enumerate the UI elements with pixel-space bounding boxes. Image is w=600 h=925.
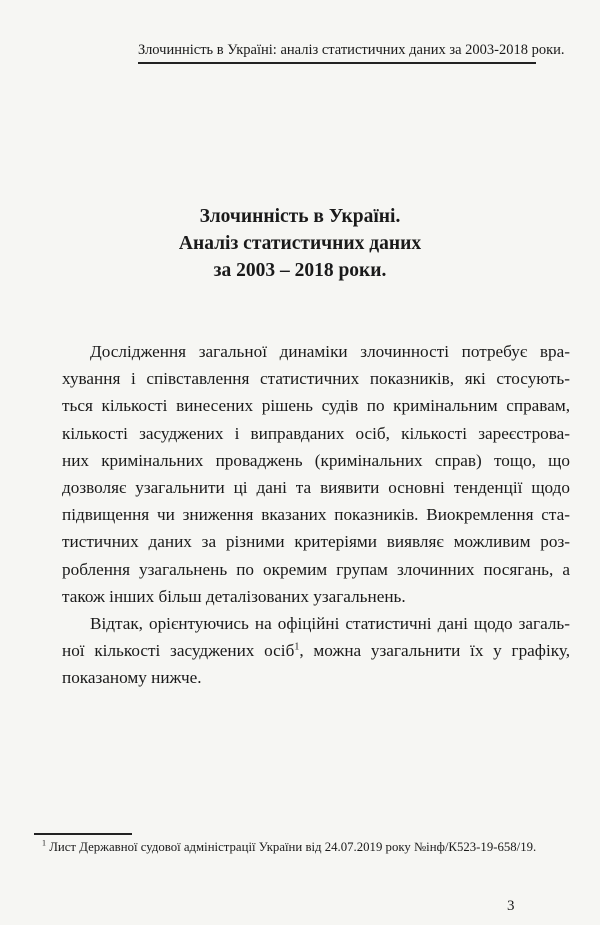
text-line: дозволяє узагальнити ці дані та виявити основні тенденції щодо <box>62 478 570 498</box>
page-number: 3 <box>507 898 515 914</box>
footnote-mark: 1 <box>42 838 46 848</box>
running-header: Злочинність в Україні: аналіз статистичних даних за 2003-2018 роки. <box>138 42 565 58</box>
text-line: роблення узагальнень по окремим групам злочинних посягань, а <box>62 559 570 579</box>
footnote <box>42 840 536 855</box>
text-fragment: , можна узагальнити їх у графіку, <box>299 641 570 661</box>
text-line: Дослідження загальної динаміки злочинності потребує вра- <box>90 342 570 361</box>
text-line: кількості засуджених і виправданих осіб, кількості зареєстрова- <box>62 423 570 443</box>
text-line: них кримінальних проваджень (кримінальних справ) тощо, що <box>62 450 570 470</box>
title-line: Аналіз статистичних даних <box>178 233 422 254</box>
text-fragment: ної кількості засуджених осіб <box>62 641 295 661</box>
text-line: ться кількості винесених рішень судів по кримінальним справам, <box>62 396 570 416</box>
text-line: підвищення чи зниження вказаних показників. Виокремлення ста- <box>62 505 570 525</box>
header-rule <box>138 62 536 64</box>
body-text <box>62 338 570 692</box>
title-line: за 2003 – 2018 роки. <box>213 260 387 281</box>
footnote-rule <box>34 833 132 835</box>
text-line: хування і співставлення статистичних показників, які стосують- <box>62 369 570 389</box>
text-line: Відтак, орієнтуючись на офіційні статистичні дані щодо загаль- <box>90 614 570 634</box>
footnote-reference: 1 <box>294 641 300 653</box>
page-title <box>0 203 600 284</box>
text-line: також інших більш деталізованих узагальнень. <box>62 586 406 606</box>
text-line: тистичних даних за різними критеріями виявляє можливим роз- <box>62 532 570 552</box>
footnote-text: Лист Державної судової адміністрації України від 24.07.2019 року №інф/К523-19-658/19. <box>49 840 537 854</box>
text-line: показаному нижче. <box>62 668 202 688</box>
text-line <box>62 637 570 664</box>
title-line: Злочинність в Україні. <box>199 206 401 227</box>
